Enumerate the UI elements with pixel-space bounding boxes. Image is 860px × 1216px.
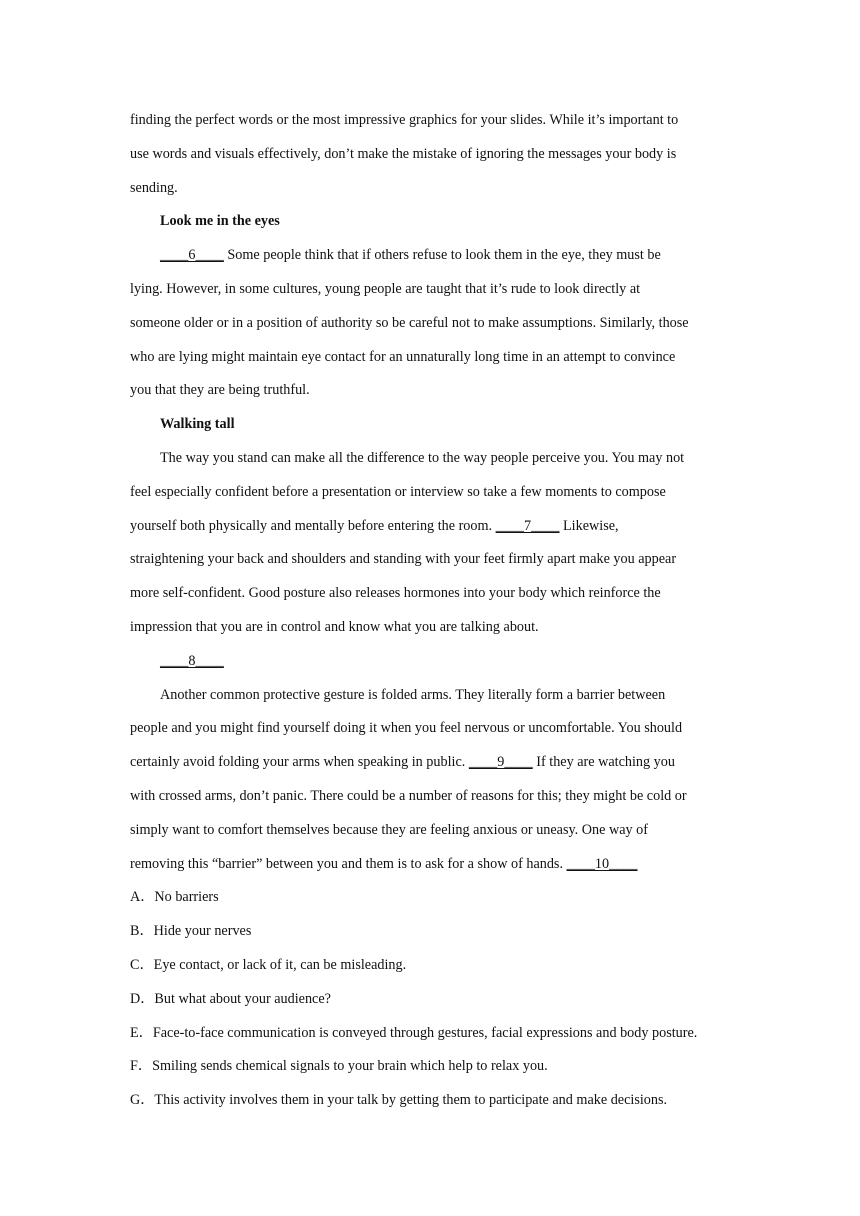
blank-7: ____7____ [495, 517, 560, 534]
option-f: F．Smiling sends chemical signals to your brain which help to relax you. [130, 1058, 548, 1075]
blank-6: ____6____ [160, 247, 224, 264]
paragraph-line: with crossed arms, don’t panic. There could be a number of reasons for this; they might be cold or [130, 787, 687, 804]
section-heading-eyes: Look me in the eyes [160, 213, 280, 230]
paragraph-text: certainly avoid folding your arms when speaking in public. [130, 754, 469, 771]
option-e: E．Face-to-face communication is conveyed through gestures, facial expressions and body posture. [130, 1024, 698, 1041]
paragraph-line: feel especially confident before a presentation or interview so take a few moments to compose [130, 483, 666, 500]
paragraph-line: someone older or in a position of authority so be careful not to make assumptions. Similarly, those [130, 314, 689, 331]
section-heading-walking: Walking tall [160, 416, 235, 433]
paragraph-line: straightening your back and shoulders and standing with your feet firmly apart make you appear [130, 551, 677, 568]
option-a: A．No barriers [130, 889, 219, 906]
paragraph-line: impression that you are in control and know what you are talking about. [130, 618, 539, 635]
paragraph-text: Some people think that if others refuse to look them in the eye, they must be [223, 247, 661, 264]
document-page [130, 104, 735, 1118]
option-b: B．Hide your nerves [130, 923, 252, 940]
paragraph-line: lying. However, in some cultures, young people are taught that it’s rude to look directly at [130, 280, 641, 297]
paragraph-line: sending. [130, 179, 178, 196]
paragraph-line [130, 239, 735, 273]
paragraph-line: who are lying might maintain eye contact for an unnaturally long time in an attempt to convince [130, 348, 676, 365]
paragraph-text: Likewise, [559, 517, 619, 534]
paragraph-line [130, 746, 735, 780]
paragraph-text: removing this “barrier” between you and them is to ask for a show of hands. [130, 855, 567, 872]
paragraph-text: yourself both physically and mentally before entering the room. [130, 517, 496, 534]
blank-10: ____10____ [566, 855, 638, 872]
paragraph-line [130, 848, 735, 882]
paragraph-line: finding the perfect words or the most impressive graphics for your slides. While it’s important to [130, 112, 679, 128]
paragraph-line [130, 510, 735, 544]
blank-9: ____9____ [468, 754, 533, 771]
blank-8: ____8____ [160, 652, 224, 669]
paragraph-line: use words and visuals effectively, don’t make the mistake of ignoring the messages your body is [130, 145, 677, 162]
option-g: G．This activity involves them in your talk by getting them to participate and make decisions. [130, 1092, 668, 1109]
paragraph-line: Another common protective gesture is folded arms. They literally form a barrier between [160, 686, 666, 703]
paragraph-line: The way you stand can make all the difference to the way people perceive you. You may not [160, 449, 685, 466]
option-d: D．But what about your audience? [130, 990, 331, 1007]
paragraph-line: simply want to comfort themselves because they are feeling anxious or uneasy. One way of [130, 821, 648, 838]
option-c: C．Eye contact, or lack of it, can be misleading. [130, 956, 407, 973]
paragraph-line: people and you might find yourself doing it when you feel nervous or uncomfortable. You should [130, 720, 683, 737]
paragraph-text: If they are watching you [532, 754, 675, 771]
paragraph-line: you that they are being truthful. [130, 382, 310, 399]
paragraph-line: more self-confident. Good posture also releases hormones into your body which reinforce the [130, 585, 661, 602]
paragraph-line [130, 645, 735, 679]
